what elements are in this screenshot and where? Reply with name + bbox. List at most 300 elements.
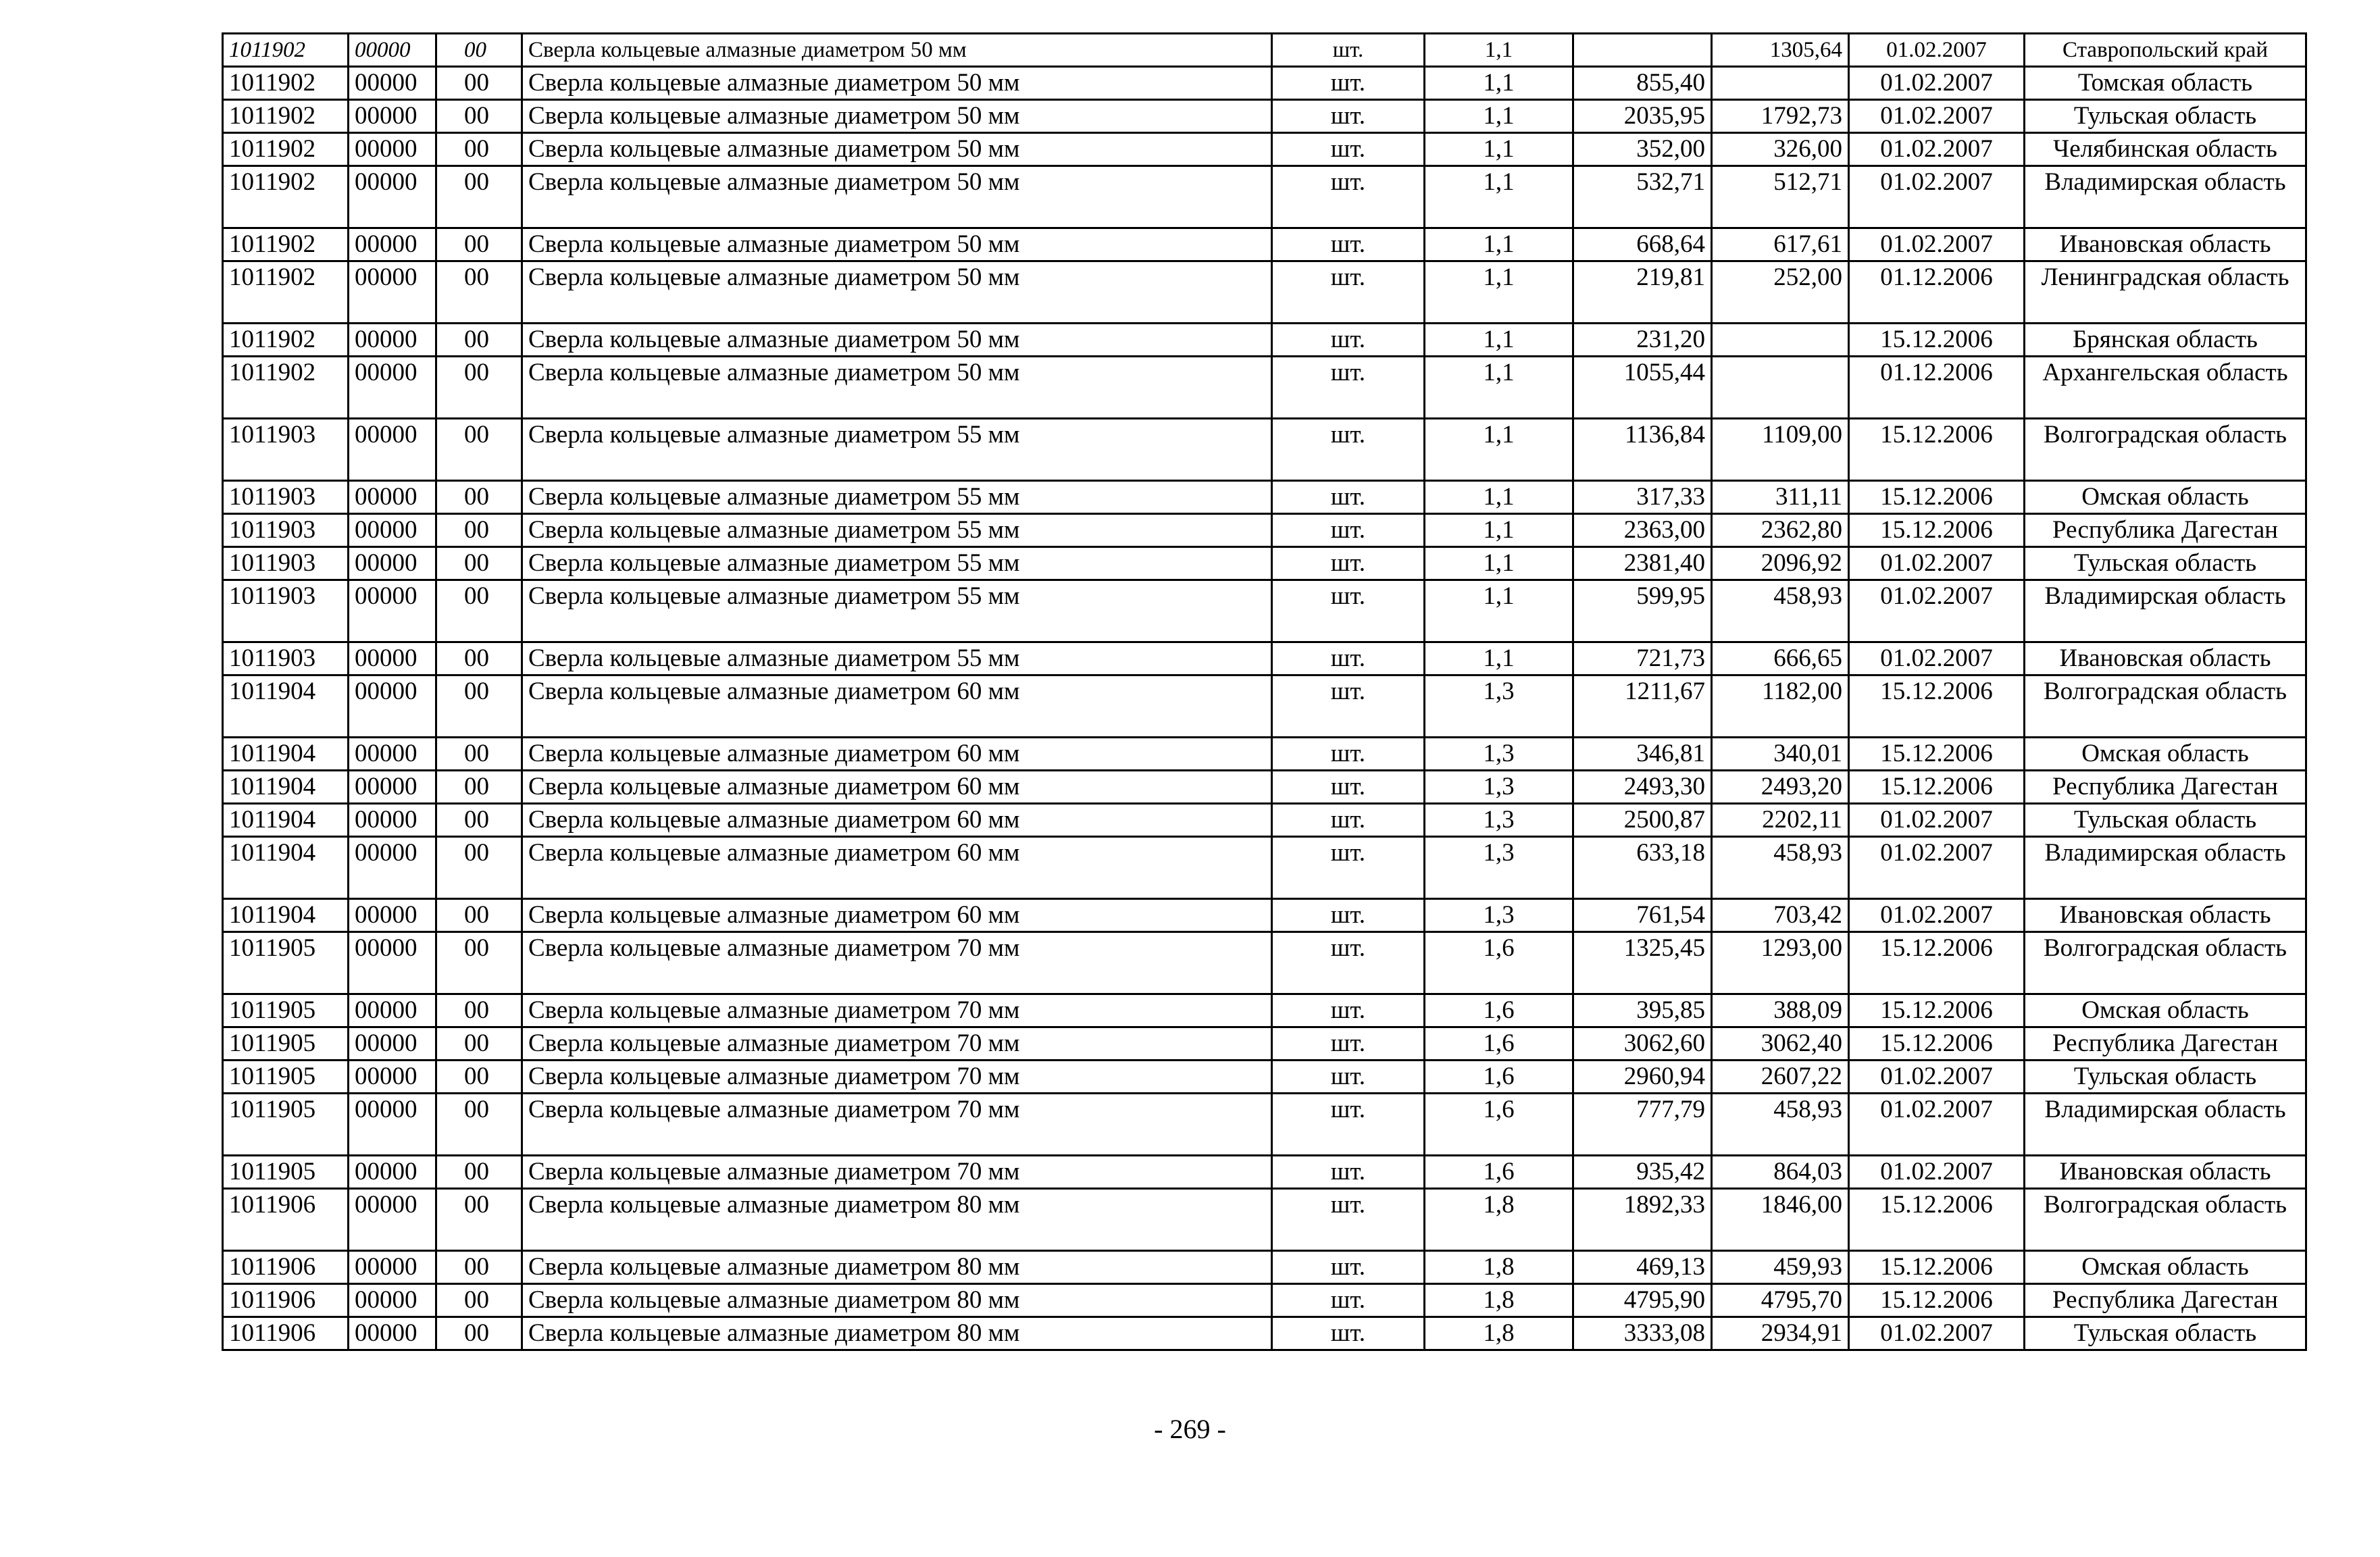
cell-coefficient: 1,3 [1425,899,1573,932]
cell-price-1: 395,85 [1573,994,1712,1027]
table-row [223,837,2306,899]
cell-price-1: 935,42 [1573,1156,1712,1189]
cell-region: Омская область [2025,738,2306,771]
cell-coefficient: 1,6 [1425,932,1573,994]
cell-region: Республика Дагестан [2025,1284,2306,1317]
cell-code: 1011902 [223,34,349,67]
cell-price-1: 2035,95 [1573,100,1712,133]
cell-coefficient: 1,1 [1425,642,1573,675]
cell-price-1: 3062,60 [1573,1027,1712,1061]
cell-code: 1011905 [223,1027,349,1061]
cell-unit: шт. [1272,419,1425,481]
cell-price-1: 599,95 [1573,580,1712,642]
cell-unit: шт. [1272,1061,1425,1094]
cell-price-2: 3062,40 [1712,1027,1849,1061]
cell-code: 1011902 [223,357,349,419]
cell-number: 00000 [349,357,436,419]
cell-price-1: 2960,94 [1573,1061,1712,1094]
cell-name: Сверла кольцевые алмазные диаметром 55 мм [522,580,1272,642]
cell-unit: шт. [1272,1027,1425,1061]
table-row [223,166,2306,228]
cell-number: 00000 [349,34,436,67]
cell-coefficient: 1,6 [1425,1094,1573,1156]
cell-unit: шт. [1272,837,1425,899]
cell-name: Сверла кольцевые алмазные диаметром 50 мм [522,34,1272,67]
cell-unit: шт. [1272,738,1425,771]
cell-name: Сверла кольцевые алмазные диаметром 70 мм [522,994,1272,1027]
cell-name: Сверла кольцевые алмазные диаметром 60 мм [522,675,1272,738]
cell-price-2: 326,00 [1712,133,1849,166]
cell-price-2: 1792,73 [1712,100,1849,133]
cell-date: 15.12.2006 [1849,1027,2025,1061]
cell-unit: шт. [1272,133,1425,166]
cell-region: Тульская область [2025,1317,2306,1350]
cell-number: 00000 [349,804,436,837]
cell-unit: шт. [1272,166,1425,228]
cell-date: 01.02.2007 [1849,34,2025,67]
cell-number: 00000 [349,547,436,580]
cell-price-2: 2096,92 [1712,547,1849,580]
table-row [223,1094,2306,1156]
cell-price-2: 2493,20 [1712,771,1849,804]
cell-date: 01.02.2007 [1849,804,2025,837]
cell-price-2: 1846,00 [1712,1189,1849,1251]
cell-number: 00000 [349,67,436,100]
table-row [223,1284,2306,1317]
cell-coefficient: 1,8 [1425,1317,1573,1350]
cell-subcode: 00 [436,1156,522,1189]
cell-coefficient: 1,3 [1425,675,1573,738]
cell-subcode: 00 [436,133,522,166]
cell-coefficient: 1,1 [1425,67,1573,100]
cell-unit: шт. [1272,804,1425,837]
cell-name: Сверла кольцевые алмазные диаметром 70 мм [522,932,1272,994]
table-row [223,547,2306,580]
table-row [223,1189,2306,1251]
cell-code: 1011906 [223,1189,349,1251]
cell-unit: шт. [1272,580,1425,642]
cell-subcode: 00 [436,100,522,133]
cell-price-2: 1182,00 [1712,675,1849,738]
cell-subcode: 00 [436,419,522,481]
cell-price-1: 219,81 [1573,261,1712,324]
cell-date: 01.02.2007 [1849,899,2025,932]
cell-date: 01.02.2007 [1849,580,2025,642]
cell-region: Владимирская область [2025,837,2306,899]
cell-region: Волгоградская область [2025,419,2306,481]
cell-number: 00000 [349,481,436,514]
cell-unit: шт. [1272,1317,1425,1350]
cell-region: Владимирская область [2025,1094,2306,1156]
table-row [223,738,2306,771]
cell-coefficient: 1,1 [1425,580,1573,642]
cell-number: 00000 [349,932,436,994]
table-row [223,481,2306,514]
cell-subcode: 00 [436,1284,522,1317]
cell-price-1: 2381,40 [1573,547,1712,580]
cell-name: Сверла кольцевые алмазные диаметром 60 мм [522,738,1272,771]
cell-code: 1011903 [223,547,349,580]
cell-date: 15.12.2006 [1849,675,2025,738]
cell-price-1 [1573,34,1712,67]
cell-name: Сверла кольцевые алмазные диаметром 80 мм [522,1284,1272,1317]
cell-unit: шт. [1272,34,1425,67]
cell-code: 1011905 [223,932,349,994]
table-row [223,67,2306,100]
cell-price-1: 1136,84 [1573,419,1712,481]
cell-name: Сверла кольцевые алмазные диаметром 50 мм [522,133,1272,166]
cell-number: 00000 [349,419,436,481]
cell-code: 1011902 [223,67,349,100]
cell-code: 1011904 [223,675,349,738]
cell-coefficient: 1,1 [1425,547,1573,580]
cell-subcode: 00 [436,899,522,932]
table-row [223,261,2306,324]
cell-price-2: 864,03 [1712,1156,1849,1189]
cell-price-2 [1712,67,1849,100]
cell-date: 01.12.2006 [1849,357,2025,419]
cell-subcode: 00 [436,837,522,899]
cell-price-1: 469,13 [1573,1251,1712,1284]
cell-code: 1011905 [223,1156,349,1189]
cell-name: Сверла кольцевые алмазные диаметром 50 мм [522,166,1272,228]
cell-price-2: 2362,80 [1712,514,1849,547]
cell-coefficient: 1,6 [1425,1061,1573,1094]
cell-coefficient: 1,8 [1425,1284,1573,1317]
cell-subcode: 00 [436,994,522,1027]
cell-region: Ивановская область [2025,642,2306,675]
cell-price-1: 1325,45 [1573,932,1712,994]
cell-number: 00000 [349,1284,436,1317]
cell-number: 00000 [349,166,436,228]
cell-price-1: 633,18 [1573,837,1712,899]
cell-coefficient: 1,6 [1425,994,1573,1027]
cell-number: 00000 [349,1156,436,1189]
cell-coefficient: 1,1 [1425,324,1573,357]
cell-unit: шт. [1272,67,1425,100]
cell-region: Тульская область [2025,100,2306,133]
table-row [223,1317,2306,1350]
cell-coefficient: 1,1 [1425,166,1573,228]
cell-code: 1011902 [223,166,349,228]
cell-region: Томская область [2025,67,2306,100]
table-row [223,675,2306,738]
cell-code: 1011904 [223,738,349,771]
cell-subcode: 00 [436,357,522,419]
cell-coefficient: 1,1 [1425,357,1573,419]
cell-price-2: 458,93 [1712,1094,1849,1156]
cell-subcode: 00 [436,580,522,642]
cell-code: 1011903 [223,514,349,547]
cell-number: 00000 [349,133,436,166]
cell-coefficient: 1,8 [1425,1189,1573,1251]
cell-region: Волгоградская область [2025,675,2306,738]
cell-name: Сверла кольцевые алмазные диаметром 55 мм [522,419,1272,481]
cell-unit: шт. [1272,1251,1425,1284]
cell-name: Сверла кольцевые алмазные диаметром 50 мм [522,357,1272,419]
cell-date: 15.12.2006 [1849,1284,2025,1317]
cell-code: 1011904 [223,771,349,804]
cell-region: Ивановская область [2025,899,2306,932]
table-row [223,100,2306,133]
cell-date: 01.12.2006 [1849,261,2025,324]
cell-date: 15.12.2006 [1849,771,2025,804]
table-row [223,228,2306,261]
cell-unit: шт. [1272,1284,1425,1317]
cell-unit: шт. [1272,994,1425,1027]
cell-name: Сверла кольцевые алмазные диаметром 50 мм [522,228,1272,261]
cell-price-1: 4795,90 [1573,1284,1712,1317]
cell-region: Тульская область [2025,1061,2306,1094]
cell-name: Сверла кольцевые алмазные диаметром 60 мм [522,771,1272,804]
cell-subcode: 00 [436,675,522,738]
cell-region: Республика Дагестан [2025,771,2306,804]
cell-price-2: 458,93 [1712,580,1849,642]
cell-code: 1011904 [223,804,349,837]
cell-price-2: 703,42 [1712,899,1849,932]
cell-name: Сверла кольцевые алмазные диаметром 55 мм [522,481,1272,514]
cell-name: Сверла кольцевые алмазные диаметром 60 мм [522,804,1272,837]
cell-region: Ивановская область [2025,228,2306,261]
cell-subcode: 00 [436,1317,522,1350]
cell-price-1: 1892,33 [1573,1189,1712,1251]
cell-name: Сверла кольцевые алмазные диаметром 50 мм [522,324,1272,357]
cell-number: 00000 [349,1061,436,1094]
cell-price-1: 532,71 [1573,166,1712,228]
cell-date: 01.02.2007 [1849,837,2025,899]
cell-name: Сверла кольцевые алмазные диаметром 50 мм [522,261,1272,324]
cell-number: 00000 [349,1251,436,1284]
cell-name: Сверла кольцевые алмазные диаметром 80 мм [522,1251,1272,1284]
cell-unit: шт. [1272,1156,1425,1189]
cell-price-2: 1293,00 [1712,932,1849,994]
cell-number: 00000 [349,899,436,932]
cell-name: Сверла кольцевые алмазные диаметром 70 мм [522,1156,1272,1189]
cell-number: 00000 [349,514,436,547]
cell-name: Сверла кольцевые алмазные диаметром 70 мм [522,1027,1272,1061]
cell-date: 15.12.2006 [1849,1189,2025,1251]
cell-code: 1011903 [223,419,349,481]
cell-number: 00000 [349,738,436,771]
cell-unit: шт. [1272,771,1425,804]
cell-name: Сверла кольцевые алмазные диаметром 60 мм [522,899,1272,932]
table-row [223,34,2306,67]
table-row [223,133,2306,166]
cell-unit: шт. [1272,481,1425,514]
cell-name: Сверла кольцевые алмазные диаметром 70 мм [522,1061,1272,1094]
cell-subcode: 00 [436,1094,522,1156]
cell-price-2: 340,01 [1712,738,1849,771]
cell-coefficient: 1,1 [1425,419,1573,481]
cell-date: 01.02.2007 [1849,228,2025,261]
table-row [223,1027,2306,1061]
cell-price-1: 1211,67 [1573,675,1712,738]
cell-code: 1011902 [223,100,349,133]
cell-coefficient: 1,1 [1425,34,1573,67]
table-row [223,1156,2306,1189]
cell-unit: шт. [1272,642,1425,675]
cell-subcode: 00 [436,1061,522,1094]
cell-number: 00000 [349,771,436,804]
cell-region: Ивановская область [2025,1156,2306,1189]
cell-region: Омская область [2025,994,2306,1027]
cell-number: 00000 [349,580,436,642]
cell-date: 15.12.2006 [1849,738,2025,771]
cell-subcode: 00 [436,932,522,994]
table-row [223,357,2306,419]
cell-number: 00000 [349,324,436,357]
cell-date: 01.02.2007 [1849,642,2025,675]
cell-code: 1011906 [223,1284,349,1317]
cell-price-1: 317,33 [1573,481,1712,514]
cell-subcode: 00 [436,738,522,771]
cell-price-2: 2934,91 [1712,1317,1849,1350]
cell-number: 00000 [349,261,436,324]
cell-price-1: 721,73 [1573,642,1712,675]
price-table [222,32,2307,1351]
cell-number: 00000 [349,994,436,1027]
cell-name: Сверла кольцевые алмазные диаметром 80 мм [522,1189,1272,1251]
cell-name: Сверла кольцевые алмазные диаметром 55 мм [522,642,1272,675]
cell-date: 01.02.2007 [1849,1094,2025,1156]
cell-price-2: 4795,70 [1712,1284,1849,1317]
cell-price-2: 388,09 [1712,994,1849,1027]
cell-price-1: 352,00 [1573,133,1712,166]
page-number: - 269 - [1154,1414,1226,1444]
cell-number: 00000 [349,1094,436,1156]
cell-name: Сверла кольцевые алмазные диаметром 50 мм [522,100,1272,133]
table-row [223,771,2306,804]
cell-region: Тульская область [2025,804,2306,837]
cell-price-1: 231,20 [1573,324,1712,357]
cell-price-2: 2202,11 [1712,804,1849,837]
cell-code: 1011902 [223,133,349,166]
cell-price-1: 3333,08 [1573,1317,1712,1350]
cell-code: 1011905 [223,994,349,1027]
cell-unit: шт. [1272,324,1425,357]
table-row [223,932,2306,994]
cell-subcode: 00 [436,1251,522,1284]
cell-price-2 [1712,324,1849,357]
cell-number: 00000 [349,228,436,261]
cell-number: 00000 [349,1317,436,1350]
cell-price-2: 1109,00 [1712,419,1849,481]
cell-code: 1011904 [223,899,349,932]
cell-coefficient: 1,3 [1425,837,1573,899]
cell-date: 01.02.2007 [1849,1061,2025,1094]
cell-subcode: 00 [436,261,522,324]
cell-code: 1011905 [223,1094,349,1156]
cell-price-1: 761,54 [1573,899,1712,932]
cell-region: Омская область [2025,1251,2306,1284]
cell-code: 1011904 [223,837,349,899]
table-body [223,34,2306,1350]
cell-subcode: 00 [436,804,522,837]
cell-date: 15.12.2006 [1849,481,2025,514]
cell-price-2: 252,00 [1712,261,1849,324]
table-row [223,899,2306,932]
cell-subcode: 00 [436,1027,522,1061]
cell-price-2: 666,65 [1712,642,1849,675]
cell-region: Ставропольский край [2025,34,2306,67]
cell-subcode: 00 [436,771,522,804]
cell-code: 1011906 [223,1251,349,1284]
cell-price-2: 2607,22 [1712,1061,1849,1094]
cell-coefficient: 1,3 [1425,738,1573,771]
cell-price-1: 2363,00 [1573,514,1712,547]
cell-price-1: 2500,87 [1573,804,1712,837]
cell-date: 15.12.2006 [1849,994,2025,1027]
cell-number: 00000 [349,837,436,899]
cell-subcode: 00 [436,547,522,580]
cell-coefficient: 1,1 [1425,100,1573,133]
cell-region: Республика Дагестан [2025,1027,2306,1061]
cell-price-1: 668,64 [1573,228,1712,261]
cell-coefficient: 1,1 [1425,133,1573,166]
cell-region: Омская область [2025,481,2306,514]
cell-price-1: 346,81 [1573,738,1712,771]
cell-price-1: 1055,44 [1573,357,1712,419]
cell-coefficient: 1,6 [1425,1156,1573,1189]
cell-region: Волгоградская область [2025,932,2306,994]
table-row [223,642,2306,675]
cell-unit: шт. [1272,1094,1425,1156]
cell-coefficient: 1,1 [1425,514,1573,547]
cell-name: Сверла кольцевые алмазные диаметром 80 мм [522,1317,1272,1350]
cell-region: Ленинградская область [2025,261,2306,324]
table-row [223,580,2306,642]
cell-code: 1011902 [223,261,349,324]
cell-subcode: 00 [436,1189,522,1251]
cell-coefficient: 1,1 [1425,261,1573,324]
cell-subcode: 00 [436,67,522,100]
cell-date: 01.02.2007 [1849,100,2025,133]
cell-name: Сверла кольцевые алмазные диаметром 55 мм [522,514,1272,547]
cell-price-1: 777,79 [1573,1094,1712,1156]
cell-region: Челябинская область [2025,133,2306,166]
cell-unit: шт. [1272,228,1425,261]
table-row [223,994,2306,1027]
cell-unit: шт. [1272,514,1425,547]
cell-unit: шт. [1272,261,1425,324]
table-row [223,1251,2306,1284]
cell-coefficient: 1,1 [1425,481,1573,514]
cell-code: 1011906 [223,1317,349,1350]
cell-name: Сверла кольцевые алмазные диаметром 55 мм [522,547,1272,580]
cell-code: 1011903 [223,642,349,675]
cell-price-2 [1712,357,1849,419]
cell-price-2: 1305,64 [1712,34,1849,67]
cell-name: Сверла кольцевые алмазные диаметром 50 мм [522,67,1272,100]
cell-code: 1011902 [223,324,349,357]
cell-code: 1011905 [223,1061,349,1094]
cell-price-2: 512,71 [1712,166,1849,228]
cell-unit: шт. [1272,357,1425,419]
cell-price-2: 617,61 [1712,228,1849,261]
cell-number: 00000 [349,1027,436,1061]
cell-unit: шт. [1272,100,1425,133]
cell-subcode: 00 [436,228,522,261]
cell-date: 15.12.2006 [1849,419,2025,481]
cell-date: 15.12.2006 [1849,1251,2025,1284]
cell-date: 01.02.2007 [1849,67,2025,100]
cell-date: 15.12.2006 [1849,324,2025,357]
cell-code: 1011903 [223,481,349,514]
cell-subcode: 00 [436,642,522,675]
cell-number: 00000 [349,100,436,133]
cell-date: 01.02.2007 [1849,133,2025,166]
cell-coefficient: 1,6 [1425,1027,1573,1061]
